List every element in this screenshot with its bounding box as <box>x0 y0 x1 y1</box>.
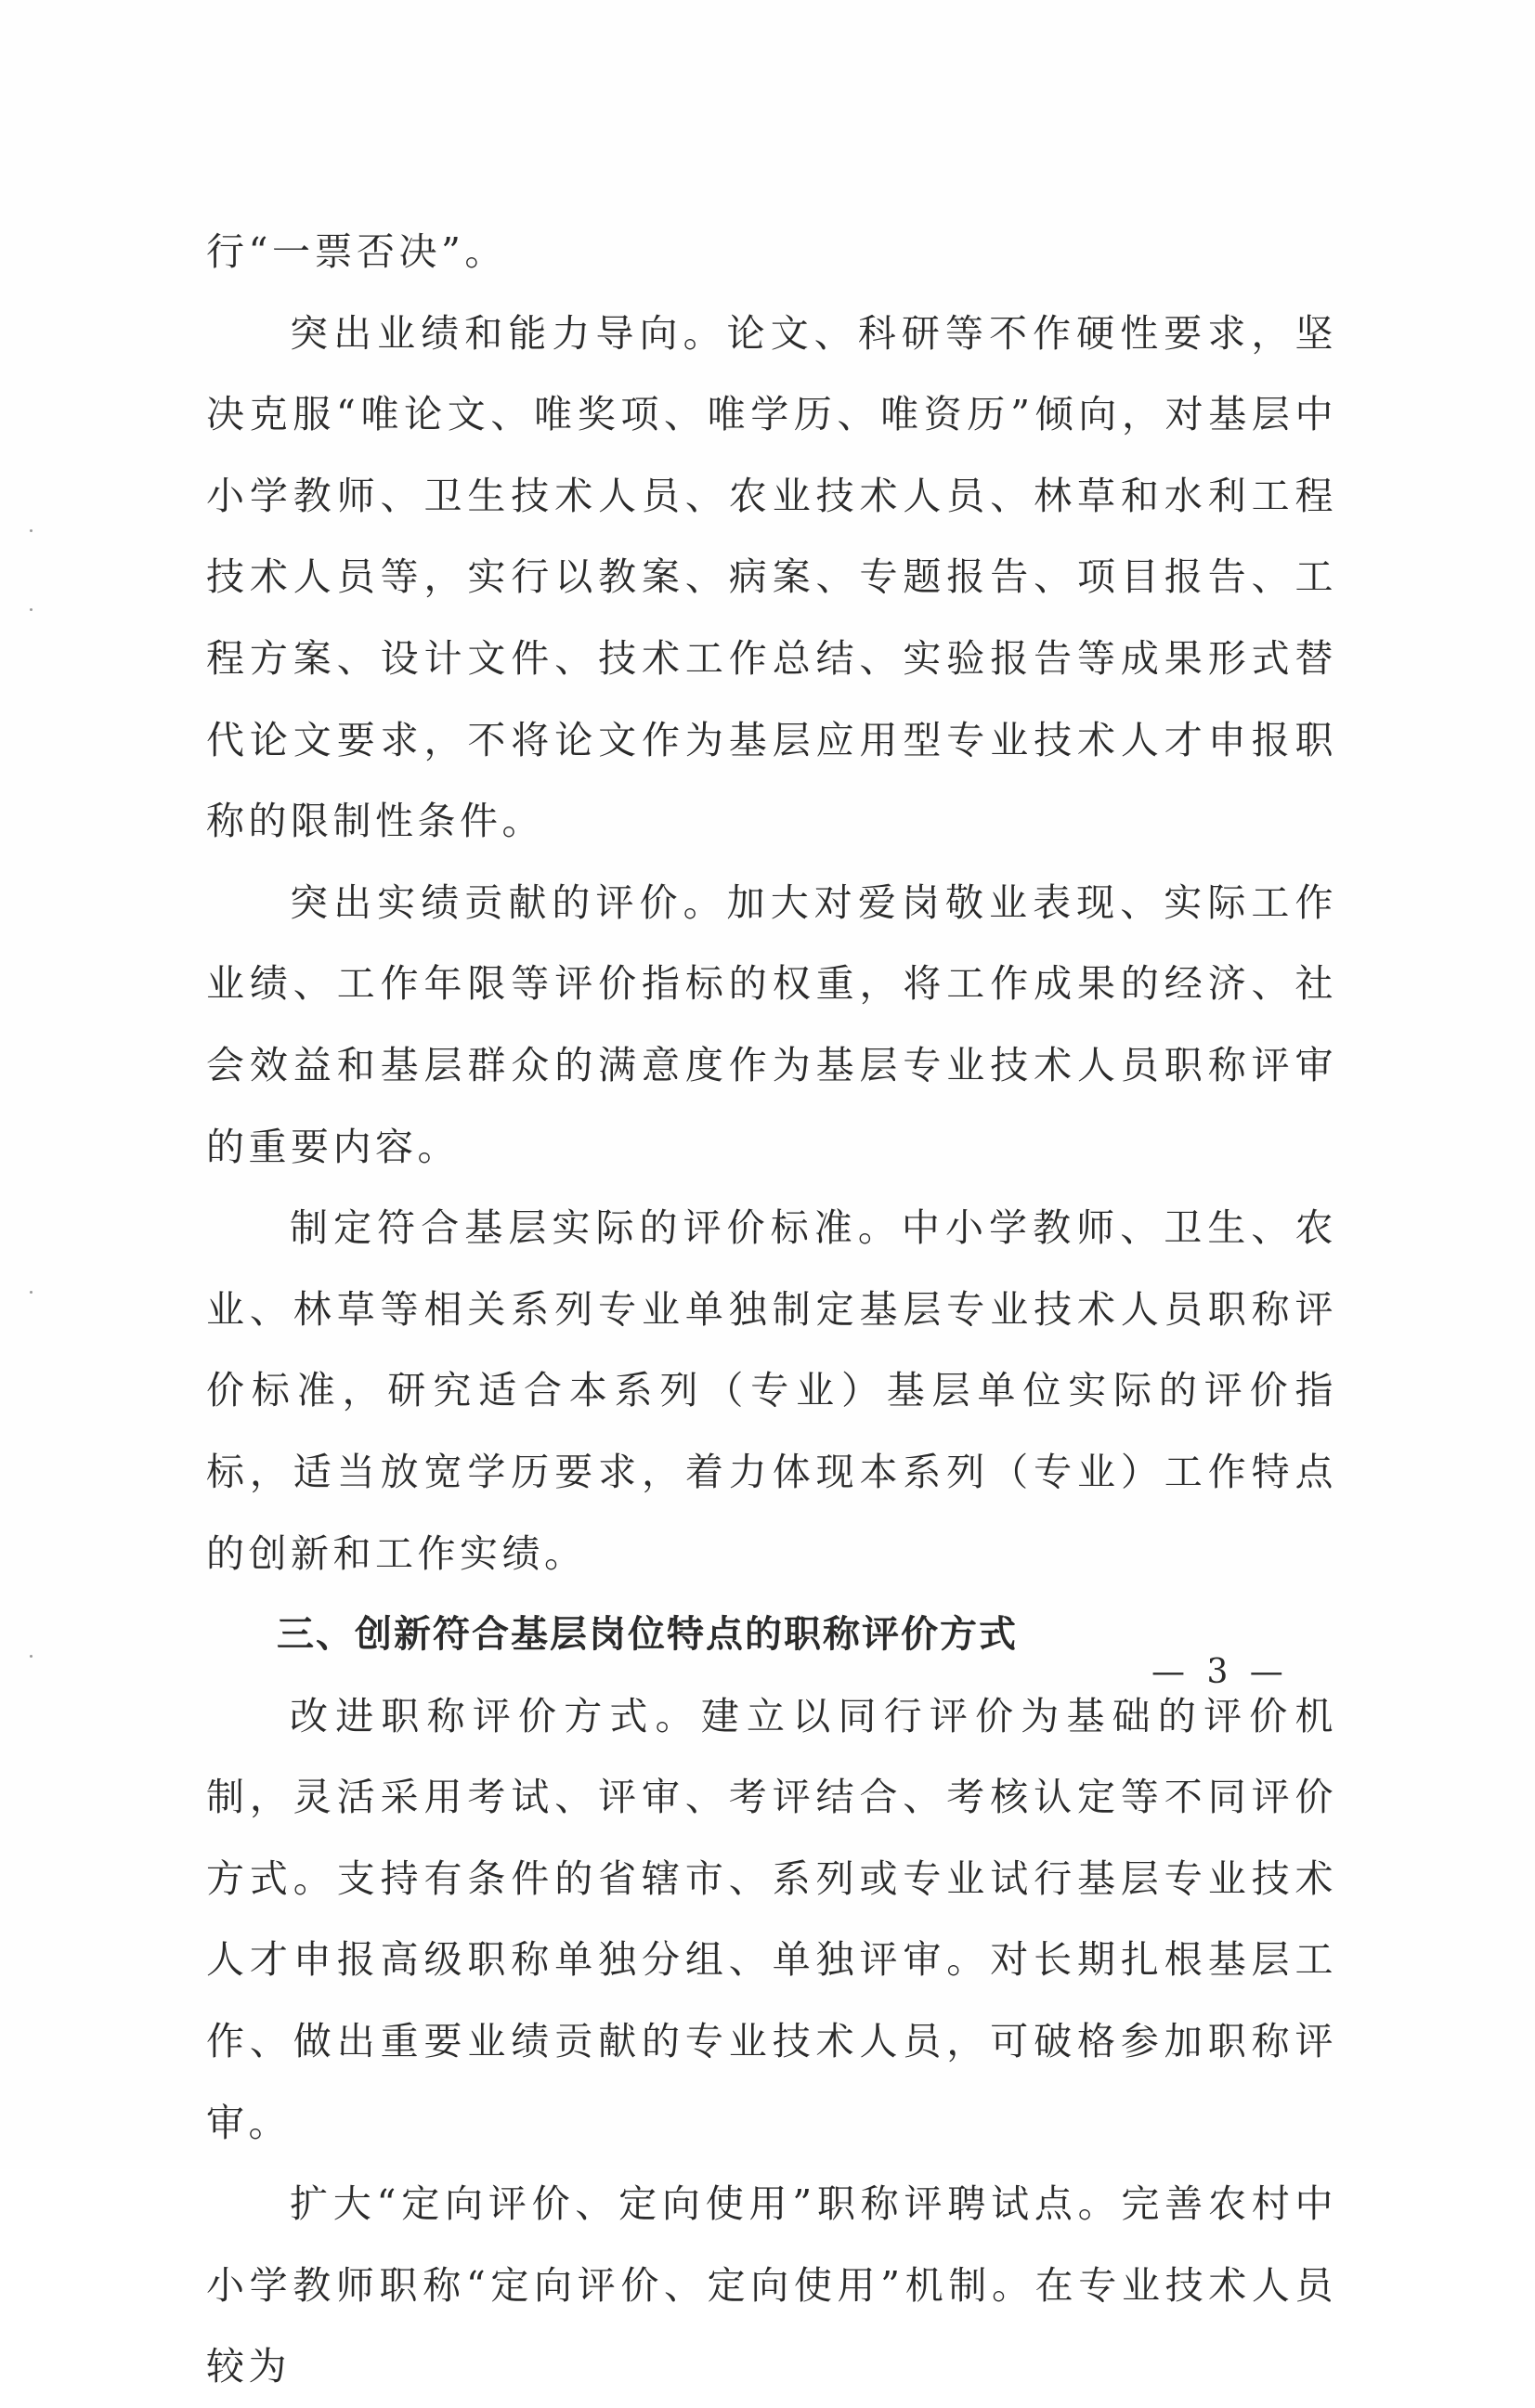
scan-mark <box>30 608 33 611</box>
section-heading: 三、创新符合基层岗位特点的职称评价方式 <box>277 1613 1018 1657</box>
scan-mark <box>30 529 33 532</box>
paragraph-evaluation-methods: 改进职称评价方式。建立以同行评价为基础的评价机制，灵活采用考试、评审、考评结合、考核认定等不同评价方式。支持有条件的省辖市、系列或专业试行基层专业技术人才申报高级职称单独分组、单独评审。对长期扎根基层工作、做出重要业绩贡献的专业技术人员，可破格参加职称评审。 <box>206 1693 1337 2145</box>
paragraph-directed-evaluation: 扩大“定向评价、定向使用”职称评聘试点。完善农村中小学教师职称“定向评价、定向使用”机制。在专业技术人员较为 <box>206 2181 1337 2389</box>
paragraph-evaluation-standards: 制定符合基层实际的评价标准。中小学教师、卫生、农业、林草等相关系列专业单独制定基层专业技术人员职称评价标准，研究适合本系列（专业）基层单位实际的评价指标，适当放宽学历要求，着力体现本系列（专业）工作特点的创新和工作实绩。 <box>206 1205 1337 1576</box>
scan-mark <box>30 1655 33 1658</box>
scan-mark <box>30 1291 33 1294</box>
page-number: — 3 — <box>1151 1653 1289 1691</box>
paragraph-continuation: 行“一票否决”。 <box>206 229 507 274</box>
document-body <box>206 212 1337 2408</box>
paragraph-performance-orientation: 突出业绩和能力导向。论文、科研等不作硬性要求，坚决克服“唯论文、唯奖项、唯学历、唯资历”倾向，对基层中小学教师、卫生技术人员、农业技术人员、林草和水利工程技术人员等，实行以教案、病案、专题报告、项目报告、工程方案、设计文件、技术工作总结、实验报告等成果形式替代论文要求，不将论文作为基层应用型专业技术人才申报职称的限制性条件。 <box>206 310 1337 844</box>
paragraph-contribution-evaluation: 突出实绩贡献的评价。加大对爱岗敬业表现、实际工作业绩、工作年限等评价指标的权重，将工作成果的经济、社会效益和基层群众的满意度作为基层专业技术人员职称评审的重要内容。 <box>206 879 1337 1169</box>
